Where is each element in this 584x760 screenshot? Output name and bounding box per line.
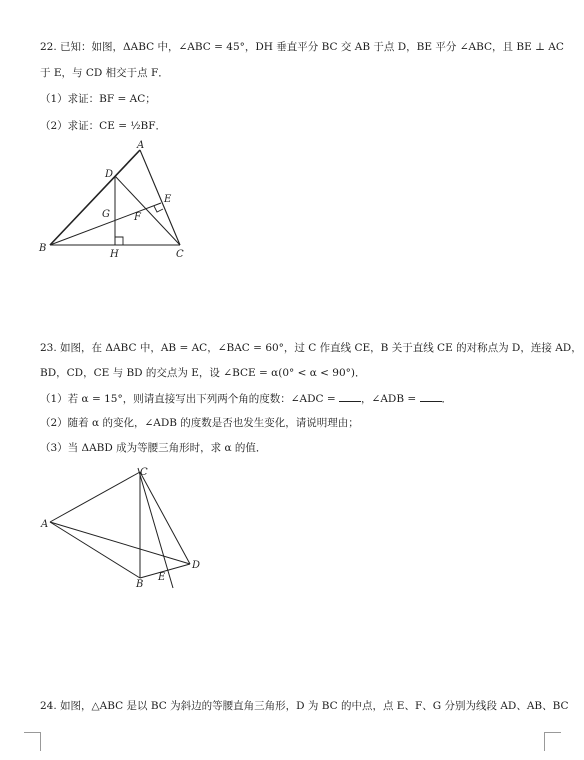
- segment-ab: [50, 522, 140, 578]
- q23-figure: [30, 460, 220, 595]
- q23-part1-text-a: （1）若 α = 15°，则请直接写出下列两个角的度数：∠ADC =: [40, 393, 336, 405]
- label-a: A: [41, 519, 49, 530]
- q22-part1: （1）求证：BF = AC；: [40, 93, 156, 105]
- label-h: H: [110, 249, 119, 260]
- label-g: G: [102, 209, 110, 220]
- label-d: D: [192, 560, 201, 571]
- q23-part1-text-b: ，∠ADB =: [361, 393, 417, 405]
- q23-part3: （3）当 ΔABD 成为等腰三角形时，求 α 的值．: [40, 442, 267, 454]
- segment-ad: [50, 522, 190, 564]
- label-e: E: [158, 572, 166, 583]
- q23-part1-text-c: ．: [441, 393, 453, 405]
- label-c: C: [176, 249, 184, 260]
- answer-blank-adb[interactable]: [420, 391, 442, 402]
- right-angle-e: [154, 206, 163, 212]
- label-b: B: [136, 579, 144, 590]
- segment-ac: [140, 150, 180, 245]
- q23-part1: [40, 391, 560, 406]
- q23-line2: BD，CD，CE 与 BD 的交点为 E，设 ∠BCE = α(0° < α < 90°)．: [40, 367, 366, 379]
- label-b: B: [39, 243, 47, 254]
- label-e: E: [164, 194, 172, 205]
- right-angle-h: [115, 237, 123, 245]
- q22-figure: [30, 140, 200, 265]
- q22-part2: （2）求证：CE = ½BF．: [40, 120, 167, 132]
- segment-cd: [140, 472, 190, 564]
- q22-line1: 22. 已知：如图，ΔABC 中，∠ABC = 45°，DH 垂直平分 BC 交 AB 于点 D，BE 平分 ∠ABC，且 BE ⊥ AC: [40, 41, 564, 53]
- q22-line2: 于 E，与 CD 相交于点 F．: [40, 67, 169, 79]
- segment-dc: [115, 176, 180, 245]
- answer-blank-adc[interactable]: [339, 391, 361, 402]
- label-d: D: [105, 169, 114, 180]
- q23-line1: 23. 如图，在 ΔABC 中，AB = AC，∠BAC = 60°，过 C 作直线 CE，B 关于直线 CE 的对称点为 D，连接 AD，: [40, 342, 582, 354]
- label-c: C: [140, 467, 148, 478]
- crop-mark-right: [544, 732, 561, 751]
- line-ce: [138, 468, 173, 588]
- segment-ab: [50, 150, 140, 245]
- label-f: F: [134, 212, 141, 223]
- segment-ac: [50, 472, 140, 522]
- crop-mark-left: [24, 732, 41, 751]
- label-a: A: [137, 140, 145, 151]
- q24-line1: 24. 如图，△ABC 是以 BC 为斜边的等腰直角三角形，D 为 BC 的中点，点 E、F、G 分别为线段 AD、AB、BC: [40, 700, 569, 712]
- q23-part2: （2）随着 α 的变化，∠ADB 的度数是否也发生变化，请说明理由；: [40, 417, 359, 429]
